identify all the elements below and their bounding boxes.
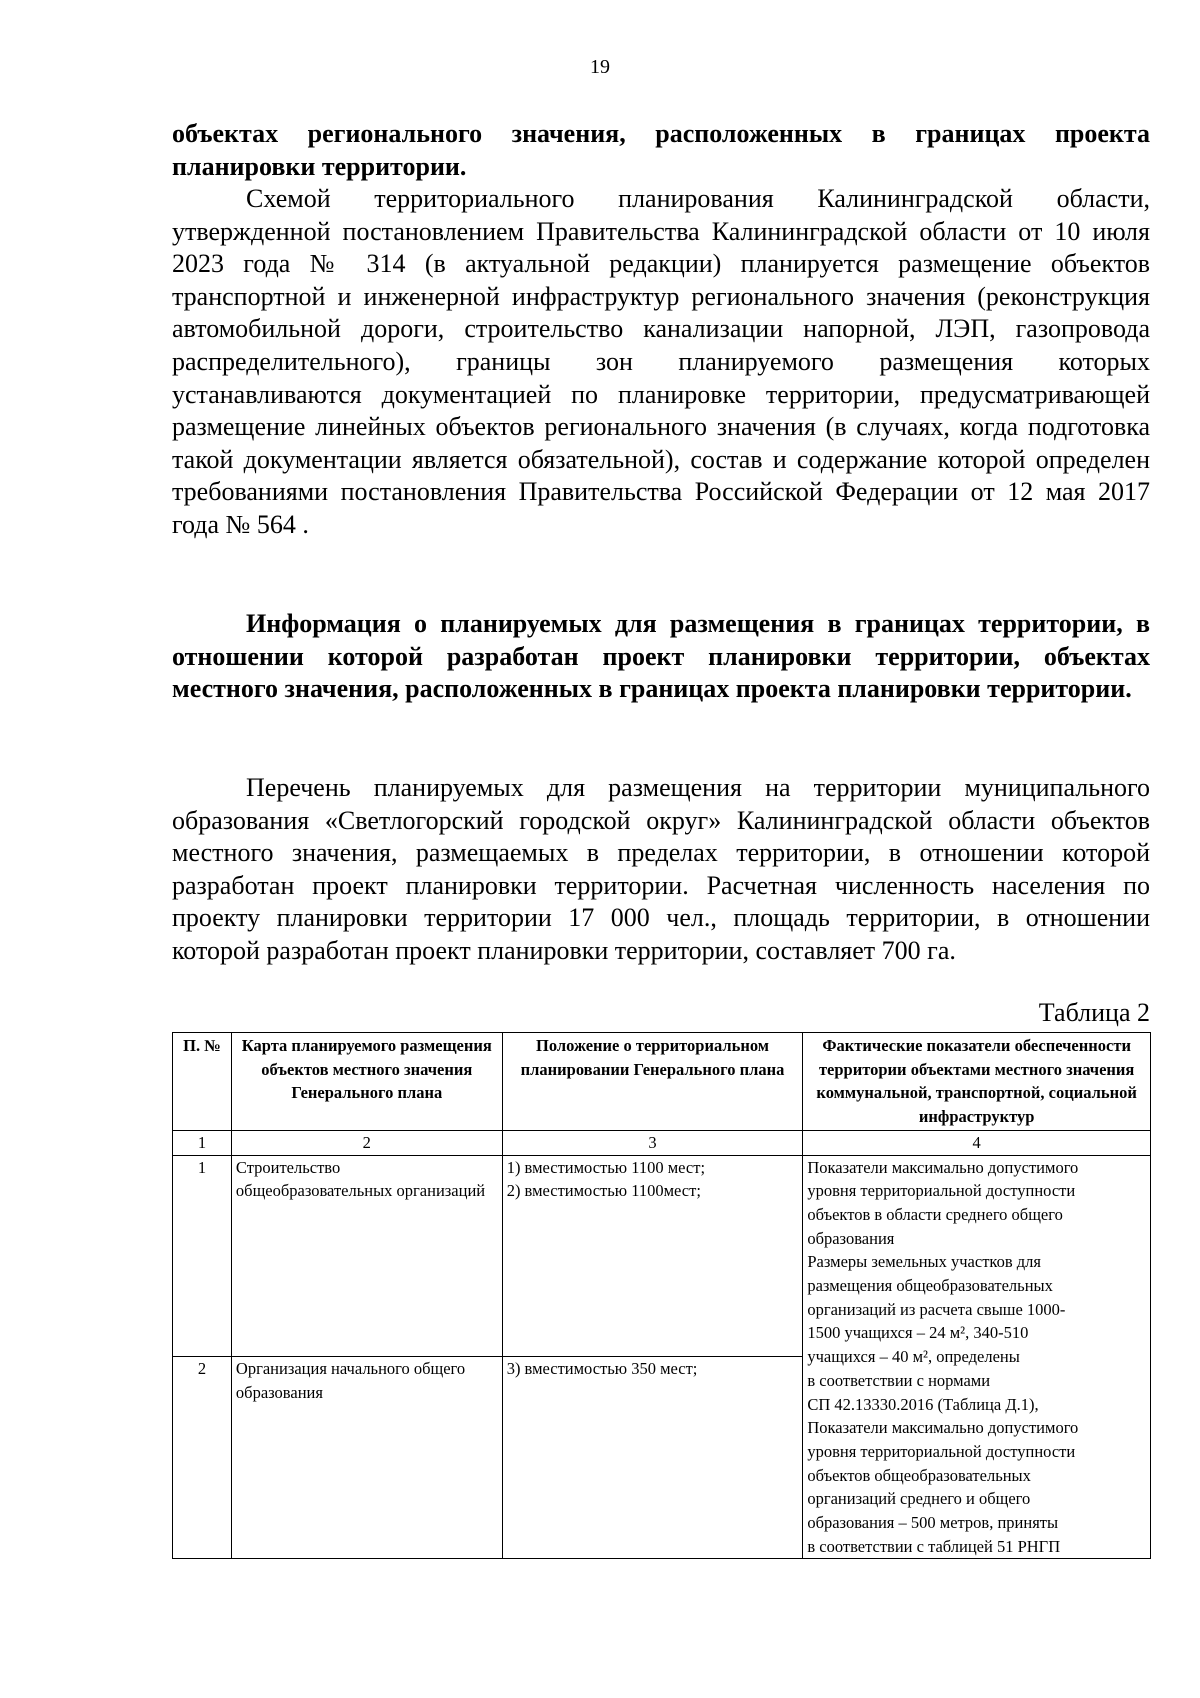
header-indicators: Фактические показатели обеспеченности территории объектами местного значения коммунальной, транспортной, социальной инфраструктур (803, 1033, 1151, 1131)
column-number: 3 (502, 1130, 803, 1155)
column-numbers-row (173, 1130, 1151, 1155)
indicator-line: в соответствии с нормами (807, 1370, 991, 1390)
indicator-line: объектов в области среднего общего (807, 1204, 1063, 1224)
indicator-line: образования (807, 1228, 895, 1248)
row-object: Организация начального общего образования (231, 1357, 502, 1559)
column-number: 1 (173, 1130, 232, 1155)
row-number: 1 (173, 1155, 232, 1357)
paragraph-local-objects: Перечень планируемых для размещения на территории муниципального образования «Светлогорский городской округ» Калининградской области объектов местного значения, размещаемых в пределах территории, в отношении которой разработан проект планировки территории. Расчетная численность населения по проекту планировки территории 17 000 чел., площадь территории, в отношении которой разработан проект планировки территории, составляет 700 га. (172, 773, 1150, 965)
section-heading-local: Информация о планируемых для размещения в границах территории, в отношении которой разработан проект планировки территории, объектах местного значения, расположенных в границах проекта планировки территории. (172, 609, 1150, 704)
header-num: П. № (173, 1033, 232, 1131)
indicator-line: организаций из расчета свыше 1000- (807, 1299, 1066, 1319)
indicator-line: Размеры земельных участков для (807, 1252, 1041, 1272)
header-provision: Положение о территориальном планировании Генерального плана (502, 1033, 803, 1131)
indicator-line: уровня территориальной доступности (807, 1181, 1076, 1201)
indicator-line: организаций среднего и общего (807, 1489, 1031, 1509)
table-row (173, 1155, 1151, 1357)
indicators-cell (803, 1155, 1151, 1559)
indicator-line: Показатели максимально допустимого (807, 1157, 1079, 1177)
row-number: 2 (173, 1357, 232, 1559)
page-number: 19 (590, 56, 610, 78)
indicator-line: размещения общеобразовательных (807, 1276, 1053, 1296)
header-map: Карта планируемого размещения объектов местного значения Генерального плана (231, 1033, 502, 1131)
row-object: Строительство общеобразовательных организаций (231, 1155, 502, 1357)
row-provision (502, 1155, 803, 1357)
indicator-line: образования – 500 метров, приняты (807, 1513, 1059, 1533)
paragraph-regional-objects: Схемой территориального планирования Калининградской области, утвержденной постановлением Правительства Калининградской области от 10 июля 2023 года № 314 (в актуальной редакции) планируется размещение объектов транспортной и инженерной инфраструктур регионального значения (реконструкция автомобильной дороги, строительство канализации напорной, ЛЭП, газопровода распределительного), границы зон планируемого размещения которых устанавливаются документацией по планировке территории, предусматривающей размещение линейных объектов регионального значения (в случаях, когда подготовка такой документации является обязательной), состав и содержание которой определен требованиями постановления Правительства Российской Федерации от 12 мая 2017 года № 564 . (172, 184, 1150, 539)
indicator-line: объектов общеобразовательных (807, 1465, 1031, 1485)
indicator-line: уровня территориальной доступности (807, 1441, 1076, 1461)
provision-line: 3) вместимостью 350 мест; (506, 1359, 698, 1379)
column-number: 2 (231, 1130, 502, 1155)
table-caption: Таблица 2 (1038, 998, 1150, 1027)
indicator-line: 1500 учащихся – 24 м², 340-510 (807, 1323, 1029, 1343)
indicator-line: Показатели максимально допустимого (807, 1418, 1079, 1438)
local-objects-table (172, 1032, 1151, 1559)
row-provision (502, 1357, 803, 1559)
indicator-line: СП 42.13330.2016 (Таблица Д.1), (807, 1394, 1039, 1414)
indicator-line: учащихся – 40 м², определены (807, 1347, 1020, 1367)
indicator-line: в соответствии с таблицей 51 РНГП (807, 1536, 1061, 1556)
table-header-row (173, 1033, 1151, 1131)
column-number: 4 (803, 1130, 1151, 1155)
provision-line: 2) вместимостью 1100мест; (506, 1181, 701, 1201)
section-heading-regional: объектах регионального значения, расположенных в границах проекта планировки территории. (172, 119, 1150, 181)
provision-line: 1) вместимостью 1100 мест; (506, 1157, 706, 1177)
